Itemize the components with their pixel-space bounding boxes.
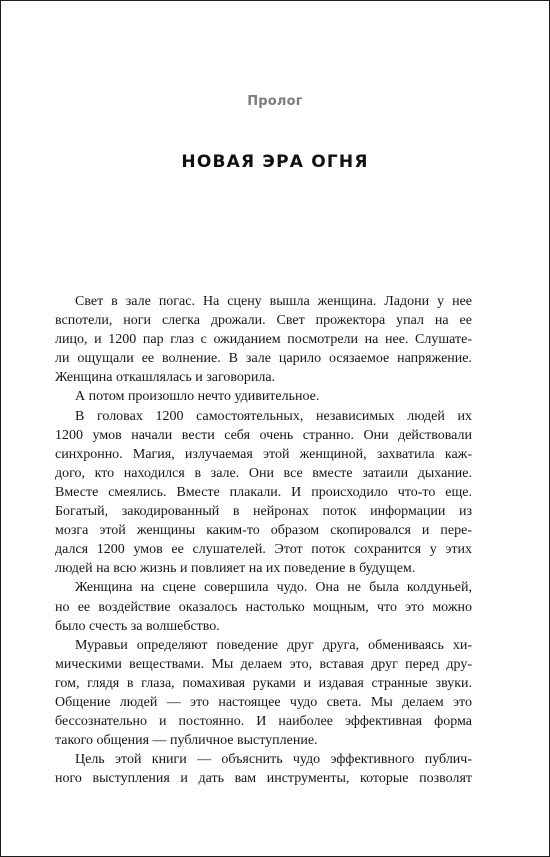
chapter-title: НОВАЯ ЭРА ОГНЯ	[181, 152, 369, 172]
text-line: Общение людей — это настоящее чудо света. Мы делаем это	[55, 694, 472, 710]
text-line: гом, глядя в глаза, помахивая руками и издавая странные звуки.	[55, 675, 472, 691]
text-line: мозга этой женщины каким-то образом скопировался и пере-	[55, 523, 472, 539]
text-line: Вместе смеялись. Вместе плакали. И происходило что-то еще.	[55, 484, 472, 500]
text-line: В головах 1200 самостоятельных, независимых людей их	[75, 408, 472, 424]
text-line: Женщина на сцене совершила чудо. Она не была колдуньей,	[75, 580, 472, 596]
text-line: мическими веществами. Мы делаем это, вставая друг перед дру-	[55, 656, 472, 672]
text-line: А потом произошло нечто удивительное.	[75, 389, 320, 405]
text-line: Цель этой книги — объяснить чудо эффективного публич-	[75, 752, 472, 768]
text-line: бессознательно и постоянно. И наиболее эффективная форма	[55, 714, 472, 730]
text-line: дался 1200 умов ее слушателей. Этот поток сохранится у этих	[55, 542, 472, 558]
text-line: Муравьи определяют поведение друг друга, обмениваясь хи-	[75, 637, 472, 653]
chapter-label: Пролог	[247, 94, 303, 109]
text-line: Богатый, закодированный в нейронах поток информации из	[55, 504, 472, 520]
text-line: 1200 умов начали вести себя очень странно. Они действовали	[55, 427, 472, 443]
text-line: но ее воздействие оказалось настолько мощным, что это можно	[55, 599, 472, 615]
text-line: ного выступления и дать вам инструменты, которые позволят	[55, 771, 472, 787]
text-line: дого, кто находился в зале. Они все вместе затаили дыхание.	[55, 465, 472, 481]
text-line: синхронно. Магия, излучаемая этой женщиной, захватила каж-	[55, 446, 472, 462]
text-line: такого общения — публичное выступление.	[55, 733, 318, 749]
text-line: лицо, и 1200 пар глаз с ожиданием посмотрели на нее. Слушате-	[55, 332, 472, 348]
text-line: было счесть за волшебство.	[55, 618, 220, 634]
text-line: людей на всю жизнь и повлияет на их поведение в будущем.	[55, 561, 416, 577]
text-line: ли ощущали ее волнение. В зале царило осязаемое напряжение.	[55, 351, 472, 367]
body-text	[55, 292, 472, 788]
text-line: Свет в зале погас. На сцену вышла женщина. Ладони у нее	[75, 294, 472, 309]
text-line: вспотели, ноги слегка дрожали. Свет прожектора упал на ее	[55, 313, 472, 329]
text-line: Женщина откашлялась и заговорила.	[55, 370, 276, 386]
